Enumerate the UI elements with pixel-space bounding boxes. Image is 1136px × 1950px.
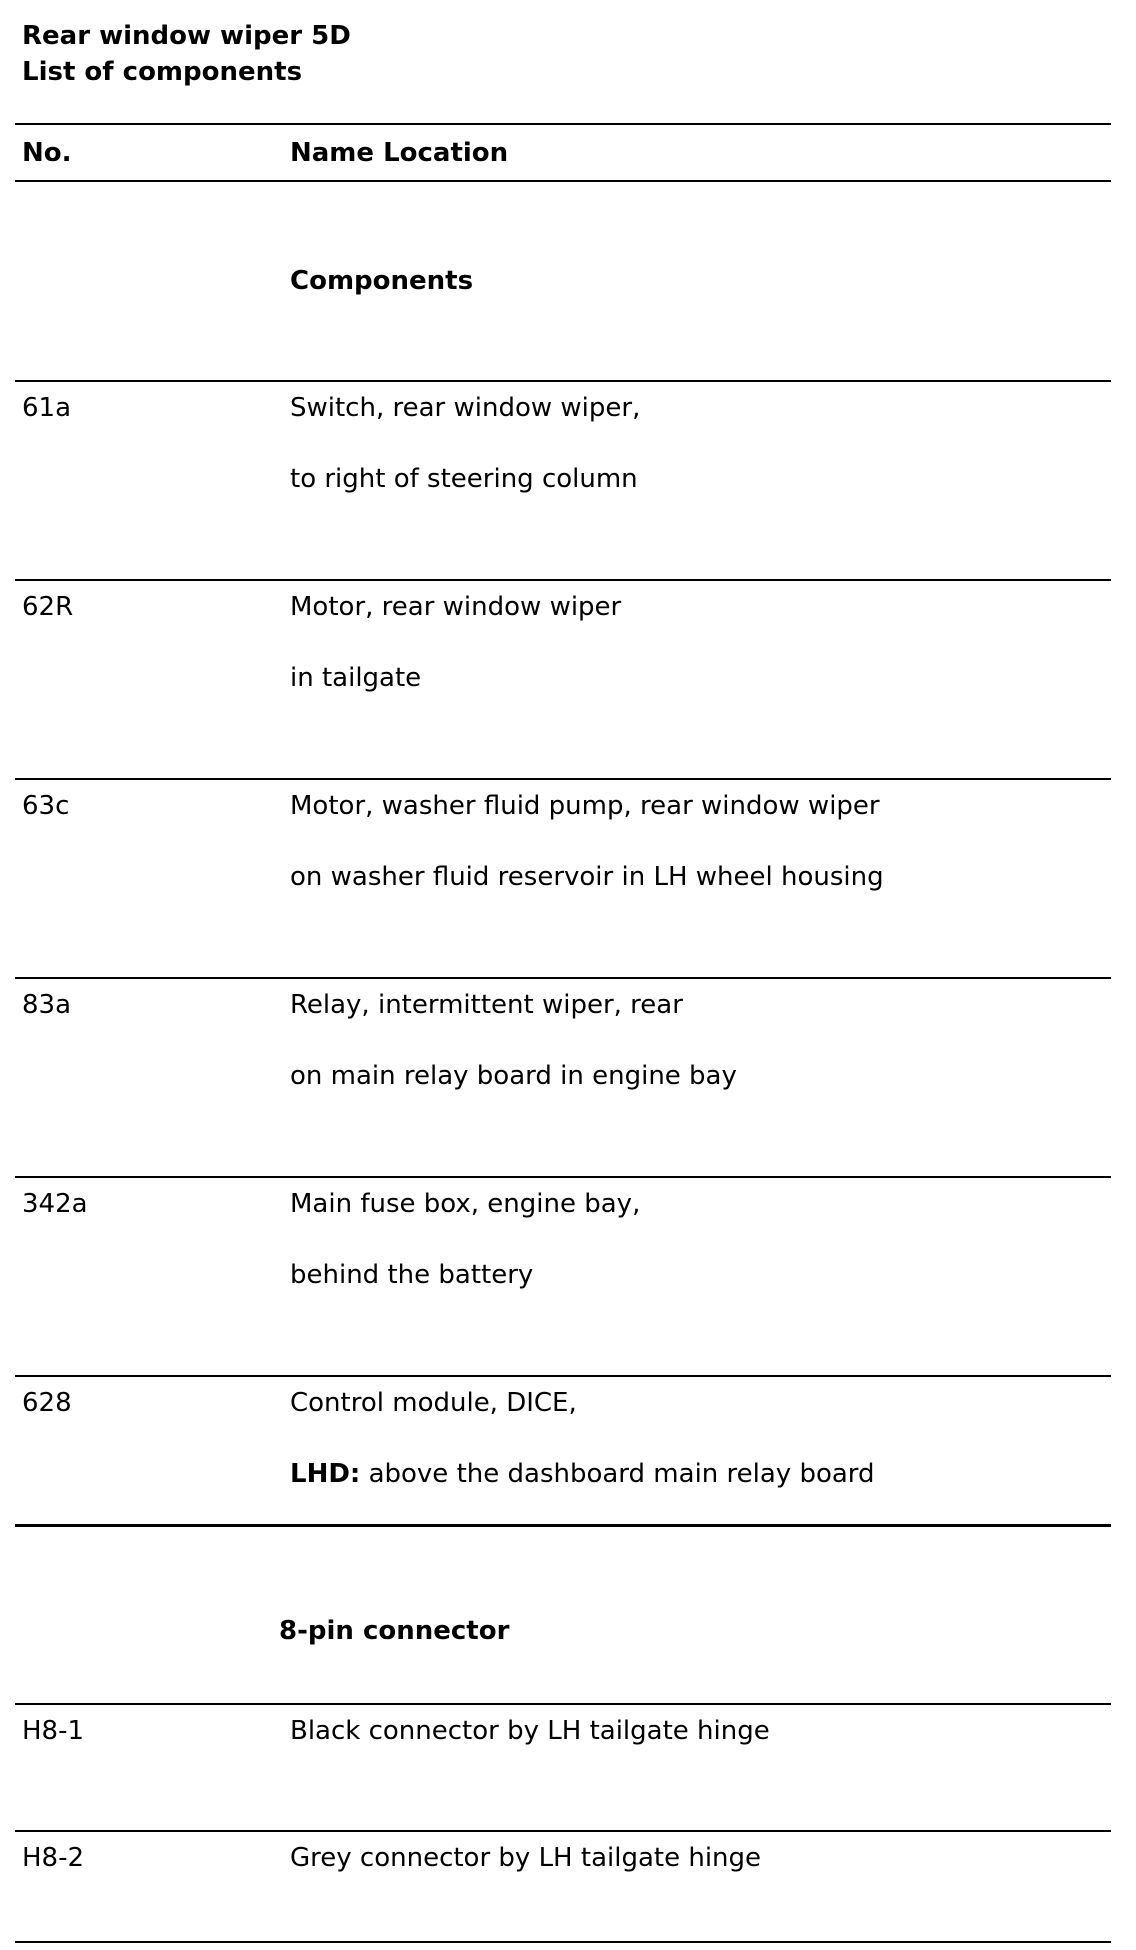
component-number: 61a	[22, 393, 72, 423]
component-number: 63c	[22, 791, 70, 821]
row-divider	[15, 778, 1111, 780]
table-bottom-rule	[15, 1941, 1111, 1943]
connector-description: Grey connector by LH tailgate hinge	[290, 1843, 762, 1873]
component-location: on main relay board in engine bay	[290, 1061, 737, 1091]
document-header	[22, 18, 351, 90]
component-number: 83a	[22, 990, 72, 1020]
column-header-no: No.	[22, 138, 72, 168]
component-location	[290, 1459, 875, 1489]
connector-number: H8-2	[22, 1843, 85, 1873]
component-location: in tailgate	[290, 663, 422, 693]
row-divider	[15, 380, 1111, 382]
component-location: on washer fluid reservoir in LH wheel housing	[290, 862, 884, 892]
location-prefix-lhd: LHD:	[290, 1459, 361, 1489]
row-divider	[15, 1830, 1111, 1832]
component-name: Main fuse box, engine bay,	[290, 1189, 641, 1219]
component-name: Motor, washer fluid pump, rear window wiper	[290, 791, 880, 821]
component-location: behind the battery	[290, 1260, 534, 1290]
section-heading-components: Components	[290, 266, 474, 296]
connector-description: Black connector by LH tailgate hinge	[290, 1716, 770, 1746]
components-bottom-rule	[15, 1524, 1111, 1527]
connector-number: H8-1	[22, 1716, 85, 1746]
column-header-name-location: Name Location	[290, 138, 509, 168]
document-subtitle: List of components	[22, 57, 303, 87]
component-name: Motor, rear window wiper	[290, 592, 622, 622]
table-top-rule	[15, 123, 1111, 125]
component-number: 628	[22, 1388, 72, 1418]
table-header-rule	[15, 180, 1111, 182]
component-name: Switch, rear window wiper,	[290, 393, 641, 423]
section-heading-8-pin-connector: 8-pin connector	[279, 1616, 510, 1646]
row-divider	[15, 1375, 1111, 1377]
row-divider	[15, 1703, 1111, 1705]
document-title: Rear window wiper 5D	[22, 21, 351, 51]
component-number: 342a	[22, 1189, 88, 1219]
location-text: above the dashboard main relay board	[360, 1459, 875, 1489]
row-divider	[15, 977, 1111, 979]
row-divider	[15, 1176, 1111, 1178]
component-name: Control module, DICE,	[290, 1388, 577, 1418]
component-name: Relay, intermittent wiper, rear	[290, 990, 683, 1020]
component-location: to right of steering column	[290, 464, 638, 494]
component-number: 62R	[22, 592, 74, 622]
row-divider	[15, 579, 1111, 581]
